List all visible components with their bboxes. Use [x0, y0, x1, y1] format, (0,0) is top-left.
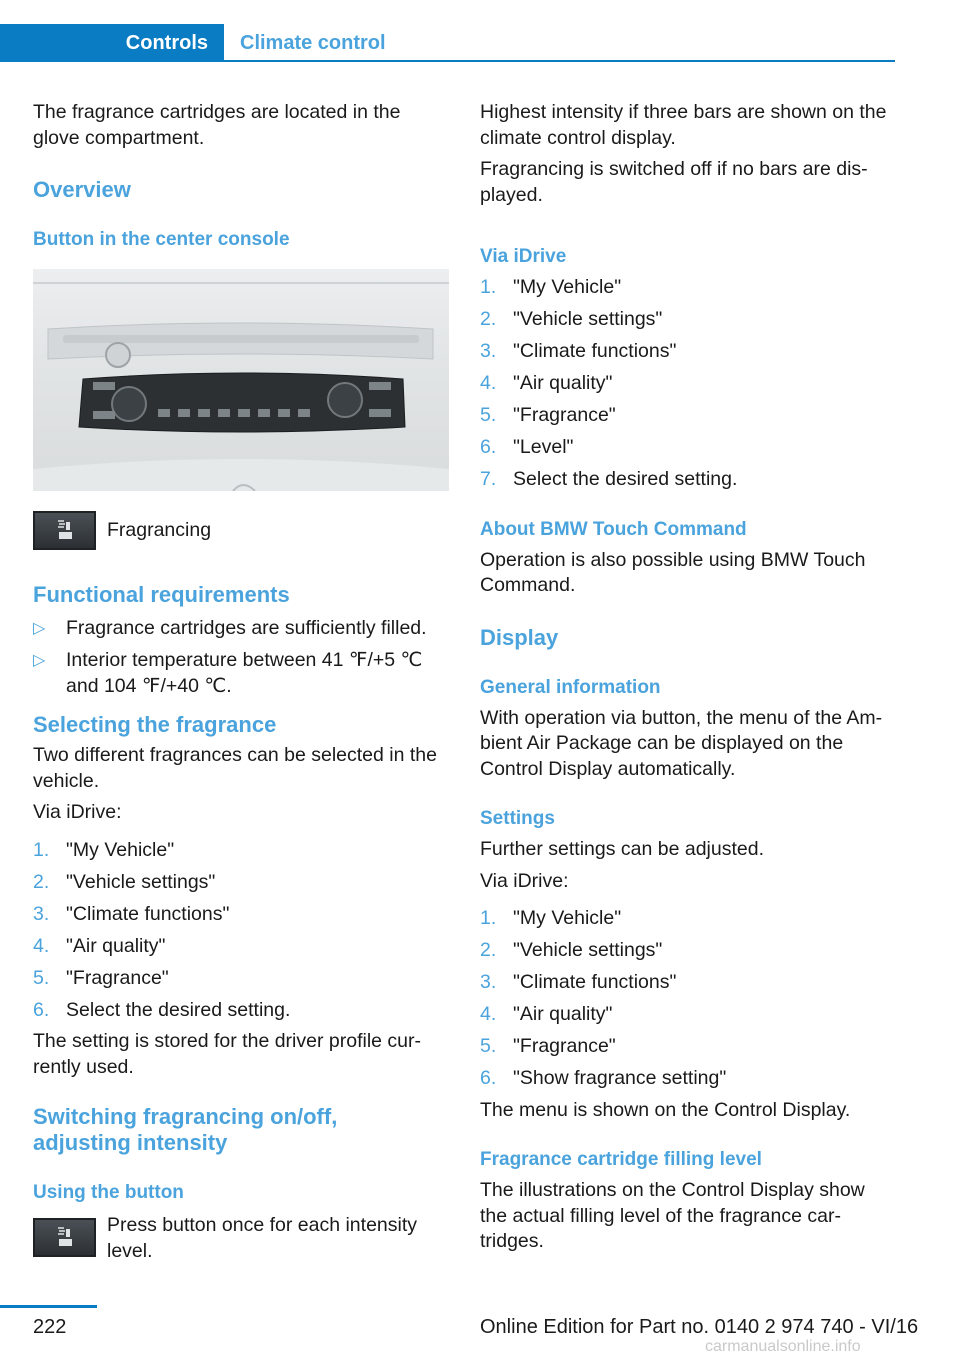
chapter-tab: Climate control — [240, 32, 386, 54]
via-idrive-label: Via iDrive: — [33, 801, 122, 823]
off-text: Fragrancing is switched off if no bars are displayed. — [480, 158, 868, 206]
right-column — [480, 100, 896, 1255]
list-item: 2. "Vehicle settings" — [33, 870, 216, 893]
selecting-text: Two different fragrances can be selected in the vehicle. — [33, 744, 437, 792]
level-steps — [480, 275, 896, 493]
header-rule — [0, 60, 895, 62]
intro-text: The fragrance cartridges are located in the glove compartment. — [33, 101, 401, 149]
list-item: 7. Select the desired setting. — [480, 468, 738, 490]
icon-label: Fragrancing — [107, 519, 212, 541]
list-item: 3. "Climate functions" — [33, 902, 230, 925]
fragrance-button-icon — [33, 1218, 96, 1257]
settings-steps — [480, 906, 896, 1092]
fragrance-icon — [56, 1226, 74, 1248]
center-console-illustration — [33, 269, 449, 491]
list-item: 1. "My Vehicle" — [480, 907, 622, 929]
button-heading: Button in the center console — [33, 229, 290, 250]
page-number: 222 — [33, 1316, 67, 1338]
touch-command-heading: About BMW Touch Command — [480, 518, 747, 540]
list-item: 6. Select the desired setting. — [33, 998, 291, 1021]
highest-text: Highest intensity if three bars are shown on the climate control display. — [480, 101, 887, 149]
list-item: 5. "Fragrance" — [480, 1035, 616, 1057]
overview-heading: Overview — [33, 177, 131, 202]
triangle-bullet-icon: ▷ — [33, 652, 46, 669]
press-text: Press button once for each intensity level. — [107, 1214, 418, 1262]
center-console-photo — [33, 269, 449, 491]
list-item: ▷ Interior temperature between 41 ℉/+5 ℃ and 104 ℉/+40 ℃. — [33, 649, 423, 697]
via-idrive-heading: Via iDrive — [480, 246, 567, 267]
triangle-bullet-icon: ▷ — [33, 620, 46, 637]
settings-heading: Settings — [480, 808, 555, 829]
list-item: 4. "Air quality" — [480, 372, 613, 394]
fragrance-icon — [56, 519, 74, 541]
watermark: carmanualsonline.info — [705, 1338, 861, 1355]
switching-heading-line1: Switching fragrancing on/off, — [33, 1104, 338, 1129]
via-idrive-label: Via iDrive: — [480, 869, 569, 892]
menu-text: The menu is shown on the Control Display. — [480, 1098, 851, 1121]
section-tab: Controls — [0, 24, 224, 62]
settings-text: Further settings can be adjusted. — [480, 838, 764, 860]
switching-heading-line2: adjusting intensity — [33, 1130, 228, 1155]
edition-text: Online Edition for Part no. 0140 2 974 740 - VI/16 — [480, 1316, 919, 1338]
list-item: 4. "Air quality" — [33, 934, 166, 957]
list-item: 2. "Vehicle settings" — [480, 939, 663, 961]
left-column — [33, 100, 449, 1265]
display-heading: Display — [480, 624, 559, 650]
press-button-row — [33, 1213, 449, 1265]
list-item: 6. "Show fragrance setting" — [480, 1067, 727, 1089]
requirements-list — [33, 616, 449, 699]
filling-level-text: The illustrations on the Control Display show the actual filling level of the fragrance cartridges. — [480, 1179, 865, 1252]
list-item: 1. "My Vehicle" — [480, 276, 622, 298]
filling-level-heading: Fragrance cartridge filling level — [480, 1149, 762, 1170]
list-item: 5. "Fragrance" — [480, 404, 616, 426]
list-item: 2. "Vehicle settings" — [480, 308, 663, 330]
list-item: 4. "Air quality" — [480, 1003, 613, 1025]
functional-requirements-heading: Functional requirements — [33, 582, 290, 607]
list-item: 1. "My Vehicle" — [33, 838, 175, 861]
footer-rule — [0, 1305, 97, 1308]
list-item: 5. "Fragrance" — [33, 966, 169, 989]
list-item: ▷ Fragrance cartridges are sufficiently filled. — [33, 616, 449, 642]
selecting-steps — [33, 838, 449, 1024]
list-item: 3. "Climate functions" — [480, 971, 677, 993]
list-item: 6. "Level" — [480, 436, 574, 458]
touch-command-text: Operation is also possible using BMW Touch Command. — [480, 548, 866, 596]
general-info-text: With operation via button, the menu of the Ambient Air Package can be displayed on the Control Display automatically. — [480, 706, 883, 780]
list-item: 3. "Climate functions" — [480, 340, 677, 362]
using-button-heading: Using the button — [33, 1182, 184, 1203]
page-header — [0, 24, 895, 62]
selecting-heading: Selecting the fragrance — [33, 712, 277, 737]
stored-text: The setting is stored for the driver profile currently used. — [33, 1030, 421, 1078]
fragrance-button-icon — [33, 511, 96, 550]
general-info-heading: General information — [480, 676, 661, 698]
fragrancing-row — [33, 511, 449, 551]
